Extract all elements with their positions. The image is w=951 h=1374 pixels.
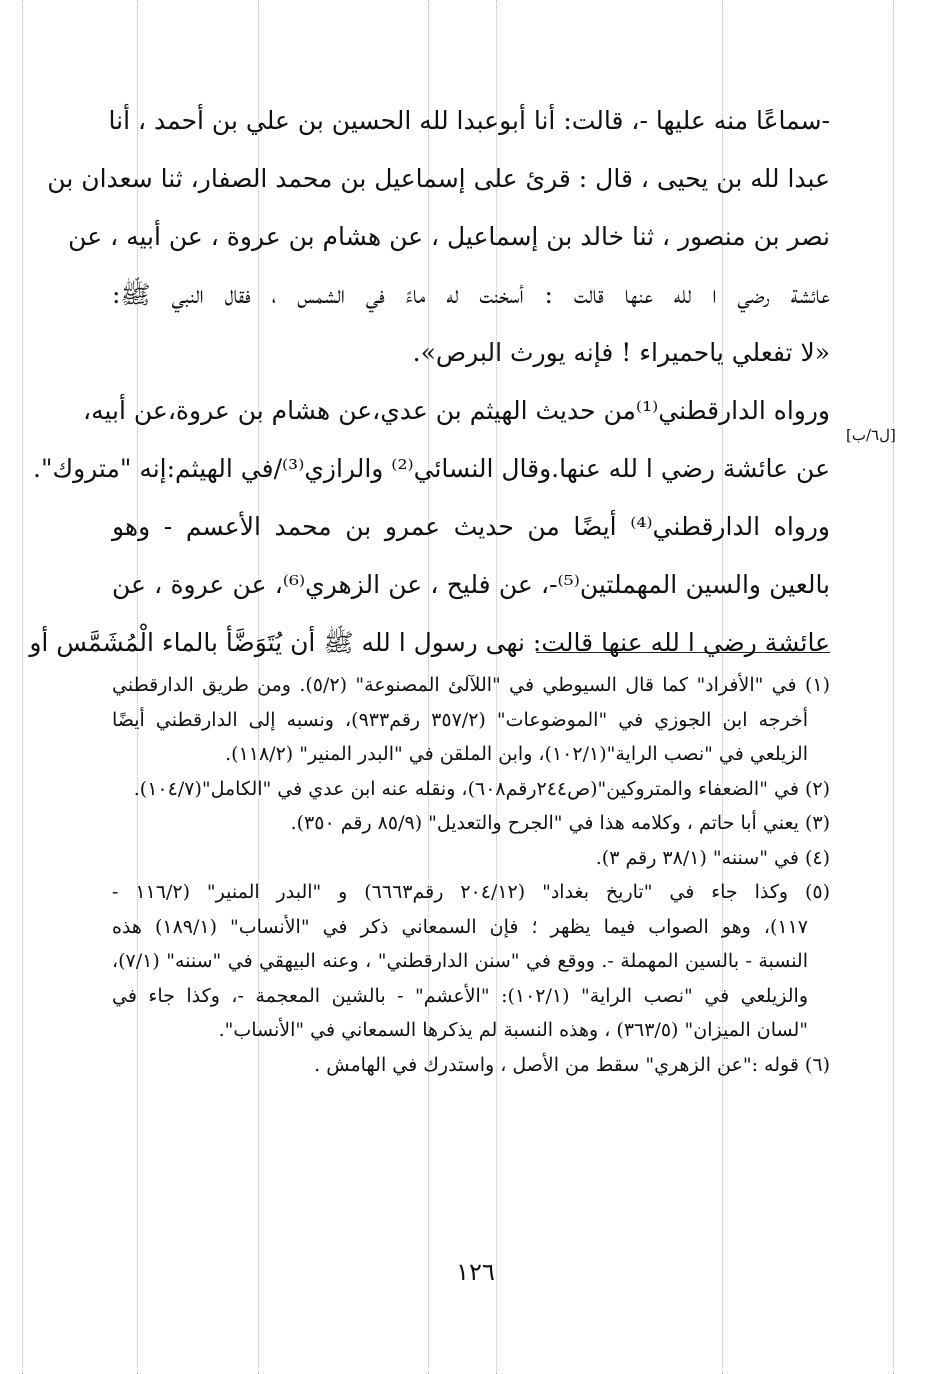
main-text-line: نصر بن منصور ، ثنا خالد بن إسماعيل ، عن هشام بن عروة ، عن أبيه ، عن <box>68 222 830 251</box>
footnotes-block <box>112 668 830 1082</box>
main-text-line: ورواه الدارقطني⁽¹⁾من حديث الهيثم بن عدي،عن هشام بن عروة،عن أبيه، <box>83 396 830 425</box>
main-text-block <box>29 92 831 672</box>
main-text-line: «لا تفعلي ياحميراء ! فإنه يورث البرص». <box>412 338 830 367</box>
manuscript-folio-note: [ل٦/ب] <box>846 426 896 444</box>
main-text-line: ورواه الدارقطني⁽⁴⁾ أيضًا من حديث عمرو بن محمد الأعسم - وهو <box>112 512 830 541</box>
footnote-line: "لسان الميزان" (٣٦٣/٥) ، وهذه النسبة لم يذكرها السمعاني في "الأنساب". <box>218 1019 808 1041</box>
footnote-line: أخرجه ابن الجوزي في "الموضوعات" (٣٥٧/٢ رقم٩٣٣)، ونسبه إلى الدارقطني أيضًا <box>112 708 808 731</box>
main-text-line: -سماعًا منه عليها -، قالت: أنا أبوعبدا لله الحسين بن علي بن أحمد ، أنا <box>108 106 830 135</box>
footnote-line: النسبة - بالسين المهملة -. ووقع في "سنن الدارقطني" ، وعنه البيهقي في "سننه" (٧/١)، <box>112 950 808 972</box>
footnote-line: (٤) في "سننه" (٣٨/١ رقم ٣). <box>595 846 830 869</box>
footnote-line: ١١٧)، وهو الصواب فيما يظهر ؛ فإن السمعاني ذكر في "الأنساب" (١٨٩/١) هذه <box>112 915 809 938</box>
main-text-line: عبدا لله بن يحيى ، قال : قرئ على إسماعيل بن محمد الصفار، ثنا سعدان بن <box>47 164 830 193</box>
page-number: ١٢٦ <box>456 1258 495 1286</box>
footnote-line: (٦) قوله :"عن الزهري" سقط من الأصل ، واستدرك في الهامش . <box>314 1053 830 1076</box>
footnote-line: (٢) في "الضعفاء والمتروكين"(ص٢٤٤رقم٦٠٨)، ونقله عنه ابن عدي في "الكامل"(١٠٤/٧). <box>133 777 830 800</box>
main-text-line: عائشة رضي ا لله عنها قالت: نهى رسول ا لله ﷺ أن يُتَوَضَّأ بالماء الْمُشَمَّس أو <box>29 628 830 657</box>
footnote-separator <box>536 652 830 653</box>
footnote-line: (١) في "الأفراد" كما قال السيوطي في "اللآلئ المصنوعة" (٥/٢). ومن طريق الدارقطني <box>112 674 831 696</box>
footnote-line: الزيلعي في "نصب الراية"(١٠٢/١)، وابن الملقن في "البدر المنير" (١١٨/٢). <box>225 743 808 765</box>
footnote-line: (٥) وكذا جاء في "تاريخ بغداد" (٢٠٤/١٢ رقم٦٦٦٣) و "البدر المنير" (١١٦/٢ - <box>112 881 831 903</box>
footnote-line: والزيلعي في "نصب الراية" (١٠٢/١): "الأعشم" - بالشين المعجمة -، وكذا جاء في <box>112 984 808 1007</box>
main-text-line: عن عائشة رضي ا لله عنها.وقال النسائي⁽²⁾ والرازي⁽³⁾/في الهيثم:إنه "متروك". <box>33 454 830 483</box>
main-text-line: بالعين والسين المهملتين⁽⁵⁾-، عن فليح ، عن الزهري⁽⁶⁾، عن عروة ، عن <box>112 570 831 599</box>
footnote-line: (٣) يعني أبا حاتم ، وكلامه هذا في "الجرح والتعديل" (٨٥/٩ رقم ٣٥٠). <box>290 812 830 834</box>
scan-artifact-dots <box>893 0 894 1374</box>
main-text-line: عائشة رضي ا لله عنها قالت : أسخنت له ماءً في الشمس ، فقال النبي ﷺ: <box>112 280 830 309</box>
scan-artifact-dots <box>22 0 23 1374</box>
